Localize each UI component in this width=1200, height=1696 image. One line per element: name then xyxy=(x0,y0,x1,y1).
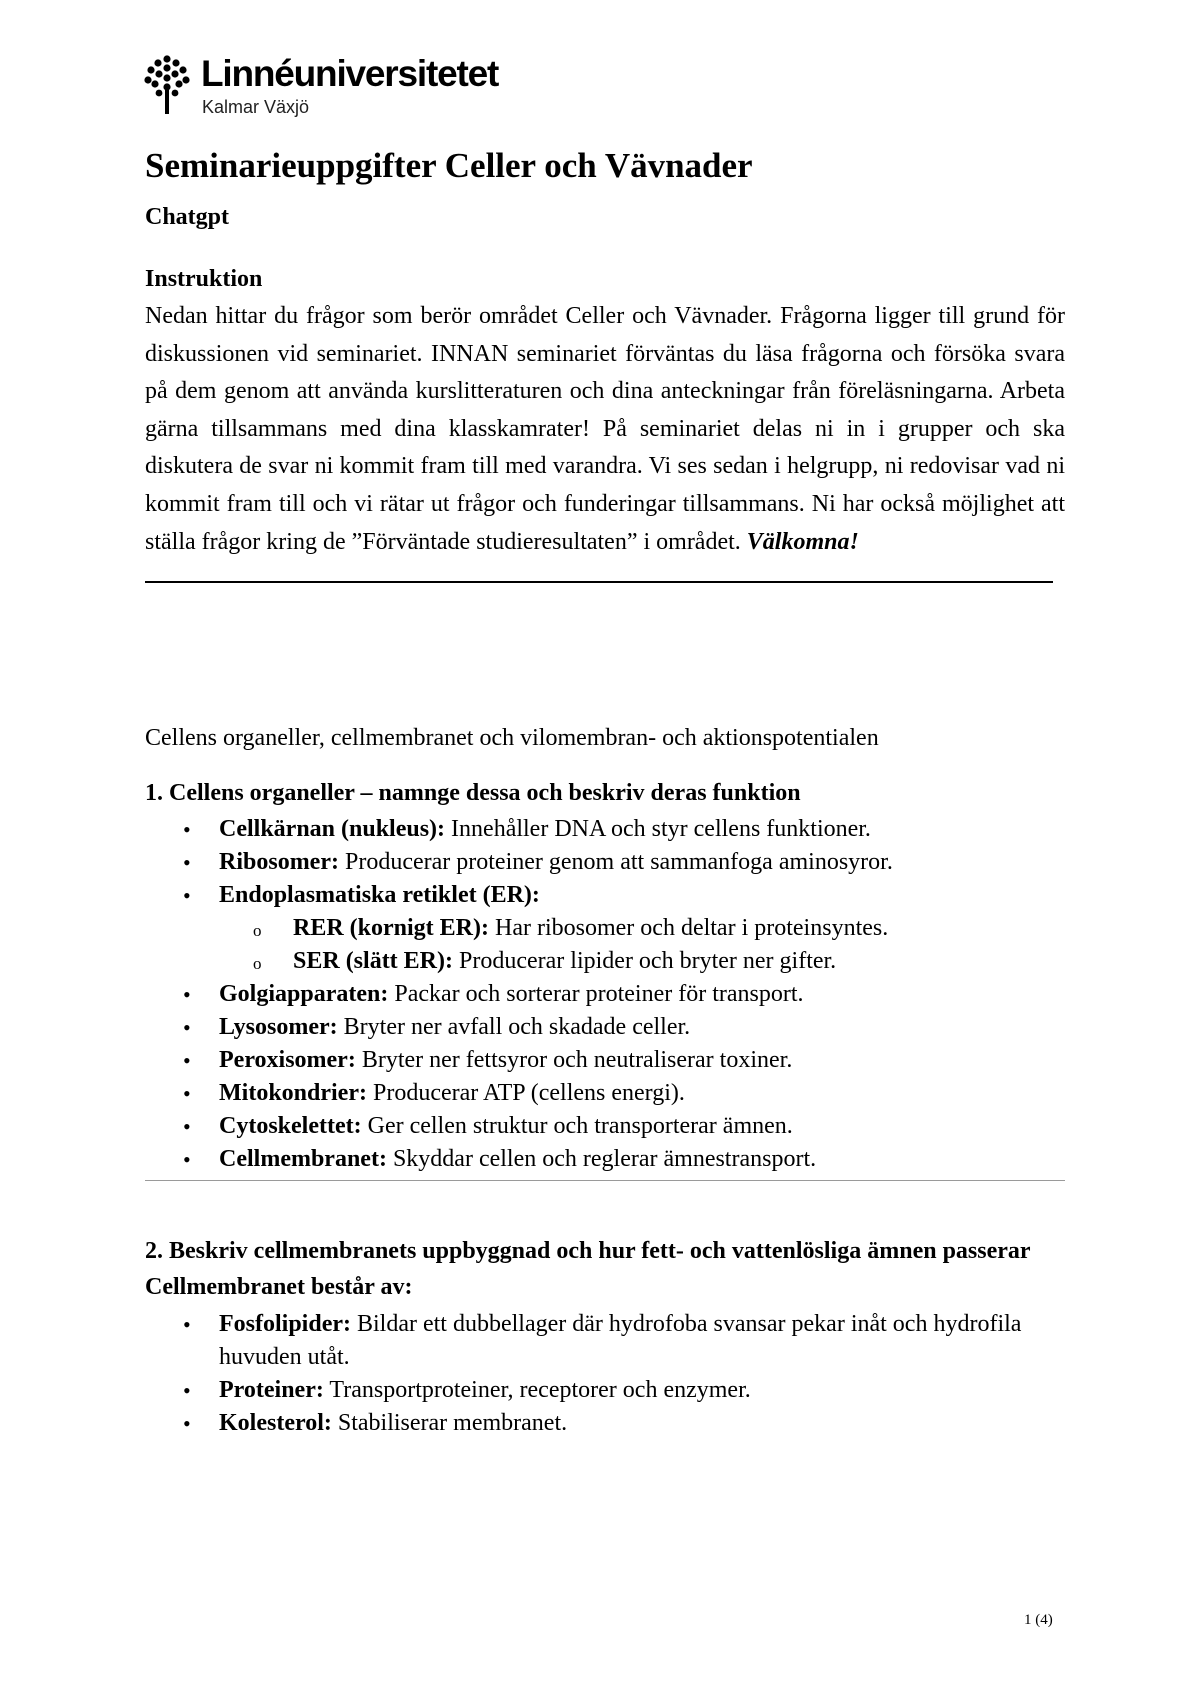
list-item xyxy=(145,1044,1065,1077)
list-item xyxy=(145,813,1065,846)
bullet-icon: • xyxy=(183,883,191,909)
separator-line xyxy=(145,581,1053,583)
item-desc: Har ribosomer och deltar i proteinsyntes. xyxy=(489,915,889,942)
list-item xyxy=(145,1407,1065,1440)
bullet-icon: • xyxy=(183,1147,191,1173)
item-desc: Producerar lipider och bryter ner gifter. xyxy=(453,948,837,975)
item-desc: Innehåller DNA och styr cellens funktioner. xyxy=(445,816,871,843)
bullet-icon: • xyxy=(183,1081,191,1107)
hollow-bullet-icon: o xyxy=(253,954,262,974)
item-term: Ribosomer: xyxy=(219,849,339,876)
bullet-icon: • xyxy=(183,1378,191,1404)
item-term: Golgiapparaten: xyxy=(219,981,389,1008)
list-item xyxy=(145,1308,1065,1374)
bullet-icon: • xyxy=(183,1312,191,1338)
er-sublist xyxy=(219,912,1065,978)
sub-list-item xyxy=(145,912,1065,945)
bullet-icon: • xyxy=(183,1015,191,1041)
item-desc: Bryter ner avfall och skadade celler. xyxy=(337,1014,691,1041)
hollow-bullet-icon: o xyxy=(253,921,262,941)
list-item xyxy=(145,1143,1065,1176)
item-term: Lysosomer: xyxy=(219,1014,338,1041)
document-subtitle: Chatgpt xyxy=(145,204,230,230)
logo-subtitle: Kalmar Växjö xyxy=(202,97,310,117)
item-term: Peroxisomer: xyxy=(219,1047,356,1074)
item-term: SER (slätt ER): xyxy=(293,948,453,975)
list-item xyxy=(145,1374,1065,1407)
list-item xyxy=(145,846,1065,879)
organelle-list xyxy=(145,813,1065,1176)
logo-name: Linnéuniversitetet xyxy=(201,53,499,94)
item-desc: Packar och sorterar proteiner för transport. xyxy=(388,981,804,1008)
section-divider xyxy=(145,1180,1065,1181)
item-desc: Skyddar cellen och reglerar ämnestransport. xyxy=(386,1146,817,1173)
item-desc: Transportproteiner, receptorer och enzymer. xyxy=(323,1377,751,1404)
bullet-icon: • xyxy=(183,1048,191,1074)
instruction-text xyxy=(145,298,1065,561)
sub-list-item xyxy=(145,945,1065,978)
item-term: Cytoskelettet: xyxy=(219,1113,362,1140)
item-desc: Producerar ATP (cellens energi). xyxy=(366,1080,685,1107)
bullet-icon: • xyxy=(183,1114,191,1140)
question-2-heading: 2. Beskriv cellmembranets uppbyggnad och hur fett- och vattenlösliga ämnen passerar xyxy=(145,1238,1031,1265)
item-term: Mitokondrier: xyxy=(219,1080,367,1107)
item-term: Cellmembranet: xyxy=(219,1146,387,1173)
item-desc: Bildar ett dubbellager där hydrofoba svansar pekar inåt och hydrofila huvuden utåt. xyxy=(219,1311,1022,1371)
list-item xyxy=(145,879,1065,978)
list-item xyxy=(145,1110,1065,1143)
item-desc: Bryter ner fettsyror och neutraliserar toxiner. xyxy=(355,1047,793,1074)
question-1-heading: 1. Cellens organeller – namnge dessa och beskriv deras funktion xyxy=(145,780,801,807)
document-body xyxy=(145,140,1065,1440)
bullet-icon: • xyxy=(183,817,191,843)
membrane-list xyxy=(145,1308,1065,1440)
list-item xyxy=(145,978,1065,1011)
item-term: Proteiner: xyxy=(219,1377,324,1404)
item-desc: Ger cellen struktur och transporterar ämnen. xyxy=(361,1113,793,1140)
item-term: Kolesterol: xyxy=(219,1410,332,1437)
bullet-icon: • xyxy=(183,982,191,1008)
list-item xyxy=(145,1077,1065,1110)
item-term: RER (kornigt ER): xyxy=(293,915,489,942)
bullet-icon: • xyxy=(183,850,191,876)
bullet-icon: • xyxy=(183,1411,191,1437)
page-number: 1 (4) xyxy=(1024,1612,1053,1628)
item-desc: Producerar proteiner genom att sammanfoga aminosyror. xyxy=(338,849,893,876)
instruction-paragraph: Nedan hittar du frågor som berör området Celler och Vävnader. Frågorna ligger till grund för diskussionen vid seminariet. INNAN seminariet förväntas du läsa frågorna och försöka svara på dem genom att använda kurslitteraturen och dina anteckningar från föreläsningarna. Arbeta gärna tillsammans med dina klasskamrater! På seminariet delas ni in i grupper och ska diskutera de svar ni kommit fram till med varandra. Vi ses sedan i helgrupp, ni redovisar vad ni kommit fram till och vi rätar ut frågor och funderingar tillsammans. Ni har också möjlighet att ställa frågor kring de ”Förväntade studieresultaten” i området. xyxy=(145,303,1065,555)
instruction-heading: Instruktion xyxy=(145,266,263,292)
document-title: Seminarieuppgifter Celler och Vävnader xyxy=(145,146,753,185)
university-logo xyxy=(143,52,563,122)
item-desc: Stabiliserar membranet. xyxy=(331,1410,568,1437)
welcome-text: Välkomna! xyxy=(746,528,859,555)
section-intro: Cellens organeller, cellmembranet och vilomembran- och aktionspotentialen xyxy=(145,725,879,752)
item-term: Cellkärnan (nukleus): xyxy=(219,816,446,843)
question-2-subheading: Cellmembranet består av: xyxy=(145,1274,413,1301)
list-item xyxy=(145,1011,1065,1044)
item-term: Fosfolipider: xyxy=(219,1311,351,1338)
tree-logo-icon xyxy=(143,54,191,116)
item-term: Endoplasmatiska retiklet (ER): xyxy=(219,882,540,909)
